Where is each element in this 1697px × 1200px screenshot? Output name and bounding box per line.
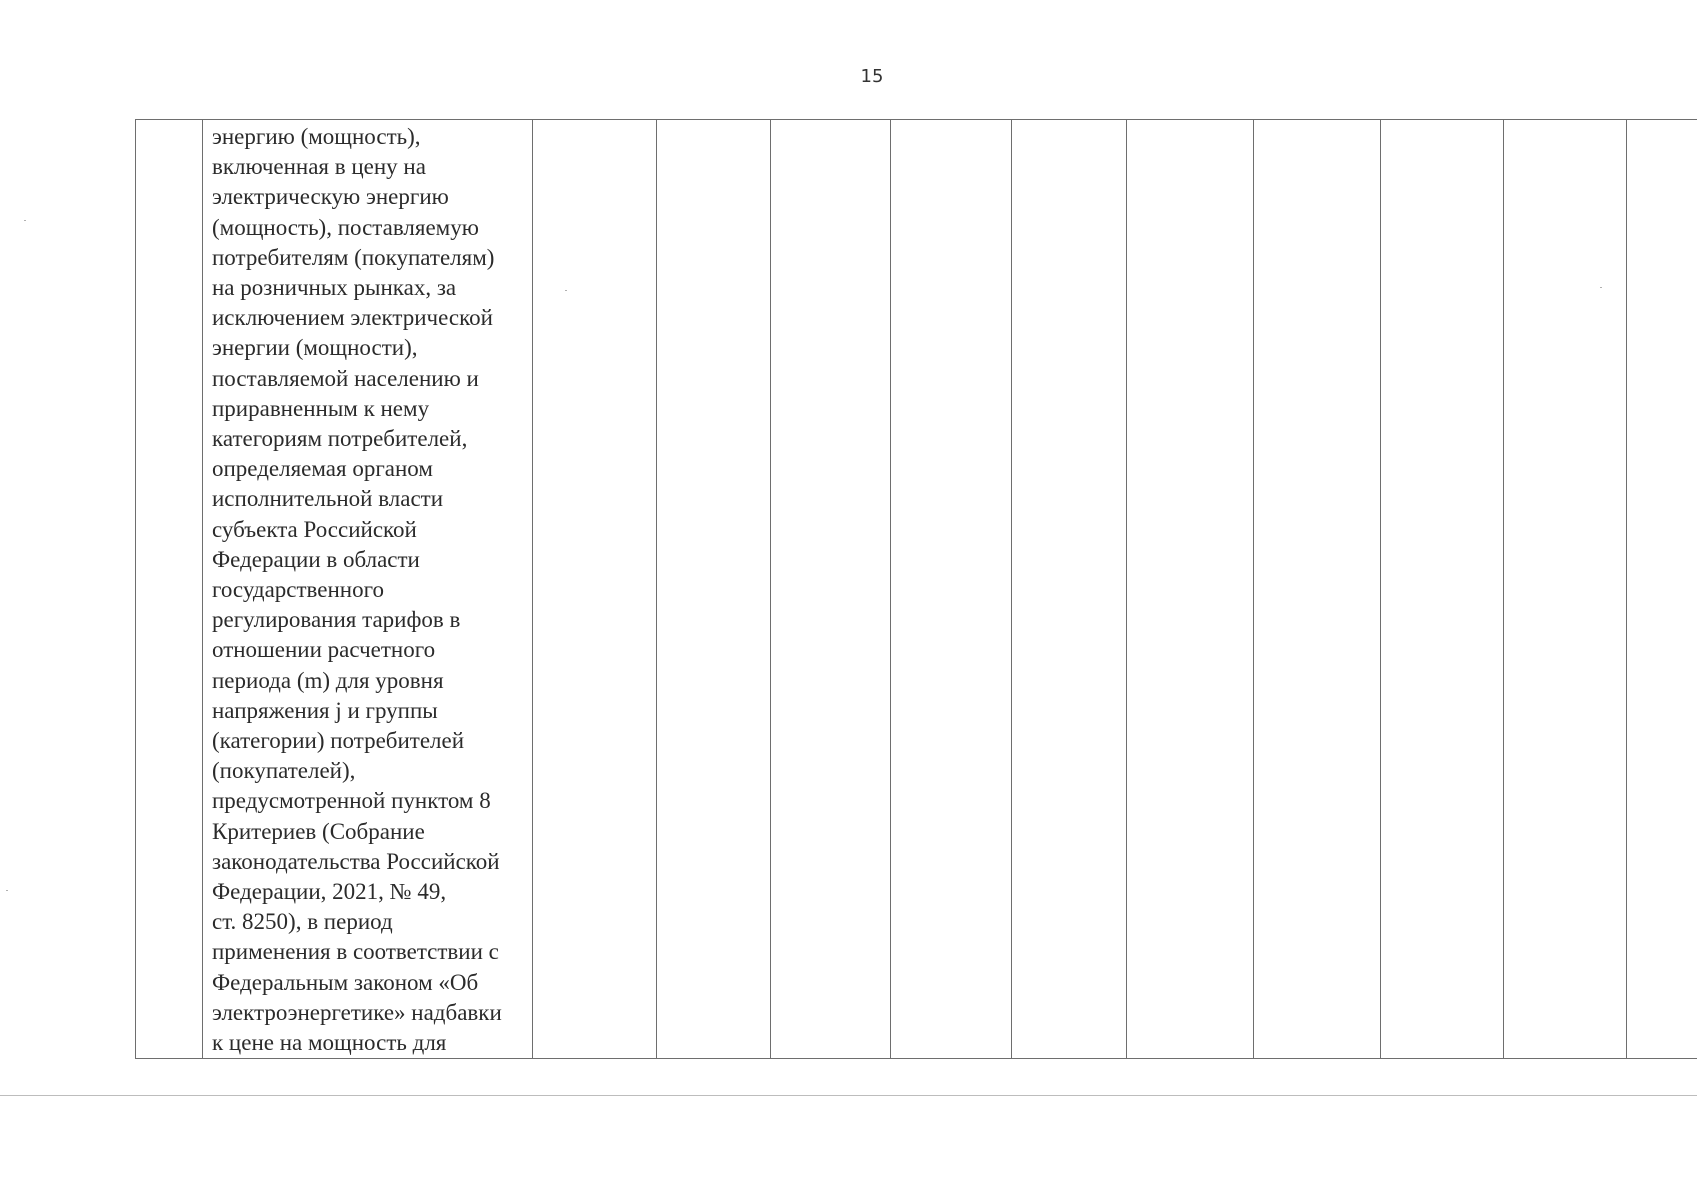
text-line: регулирования тарифов в bbox=[212, 607, 461, 633]
value-cell bbox=[1381, 120, 1504, 1059]
text-line: применения в соответствии с bbox=[212, 939, 499, 965]
text-line: ст. 8250), в период bbox=[212, 909, 393, 935]
text-line: определяемая органом bbox=[212, 456, 433, 482]
text-line: (покупателей), bbox=[212, 758, 356, 784]
scan-edge-line bbox=[0, 1095, 1697, 1096]
text-line: электрическую энергию bbox=[212, 184, 449, 210]
text-line: Федерации в области bbox=[212, 546, 420, 572]
text-line: энергии (мощности), bbox=[212, 335, 418, 361]
row-number-cell bbox=[136, 120, 203, 1059]
value-cell bbox=[1012, 120, 1127, 1059]
table-row bbox=[136, 120, 1697, 1059]
text-line: включенная в цену на bbox=[212, 154, 426, 180]
value-cell bbox=[657, 120, 771, 1059]
text-line: Федерации, 2021, № 49, bbox=[212, 879, 447, 905]
value-cell bbox=[1627, 120, 1697, 1059]
text-line: отношении расчетного bbox=[212, 637, 436, 663]
scan-speck bbox=[6, 890, 8, 891]
value-cell bbox=[771, 120, 891, 1059]
text-line: (мощность), поставляемую bbox=[212, 214, 479, 240]
text-line: энергию (мощность), bbox=[212, 124, 421, 149]
text-line: исключением электрической bbox=[212, 305, 493, 331]
text-line: исполнительной власти bbox=[212, 486, 444, 512]
text-line: Федеральным законом «Об bbox=[212, 969, 479, 995]
text-line: (категории) потребителей bbox=[212, 728, 465, 754]
scan-speck bbox=[24, 220, 26, 221]
value-cell bbox=[891, 120, 1012, 1059]
value-cell bbox=[533, 120, 657, 1059]
text-line: Критериев (Собрание bbox=[212, 818, 425, 844]
indicator-name-text bbox=[203, 120, 532, 1058]
indicator-name-cell bbox=[203, 120, 533, 1059]
text-line: электроэнергетике» надбавки bbox=[212, 999, 502, 1025]
text-line: на розничных рынках, за bbox=[212, 275, 457, 301]
text-line: потребителям (покупателям) bbox=[212, 244, 495, 270]
scan-speck bbox=[565, 290, 567, 291]
text-line: категориям потребителей, bbox=[212, 426, 468, 452]
scan-speck bbox=[1600, 287, 1602, 288]
text-line: поставляемой населению и bbox=[212, 365, 479, 391]
value-cell bbox=[1504, 120, 1627, 1059]
text-line: предусмотренной пунктом 8 bbox=[212, 788, 491, 814]
data-table bbox=[135, 119, 1697, 1059]
value-cell bbox=[1127, 120, 1254, 1059]
page-number: 15 bbox=[860, 66, 884, 87]
text-line: государственного bbox=[212, 577, 384, 603]
text-line: субъекта Российской bbox=[212, 516, 417, 542]
value-cell bbox=[1254, 120, 1381, 1059]
text-line: периода (m) для уровня bbox=[212, 667, 444, 693]
text-line: законодательства Российской bbox=[212, 848, 500, 874]
text-line: приравненным к нему bbox=[212, 395, 430, 421]
text-line: к цене на мощность для bbox=[212, 1030, 447, 1056]
text-line: напряжения j и группы bbox=[212, 697, 438, 723]
